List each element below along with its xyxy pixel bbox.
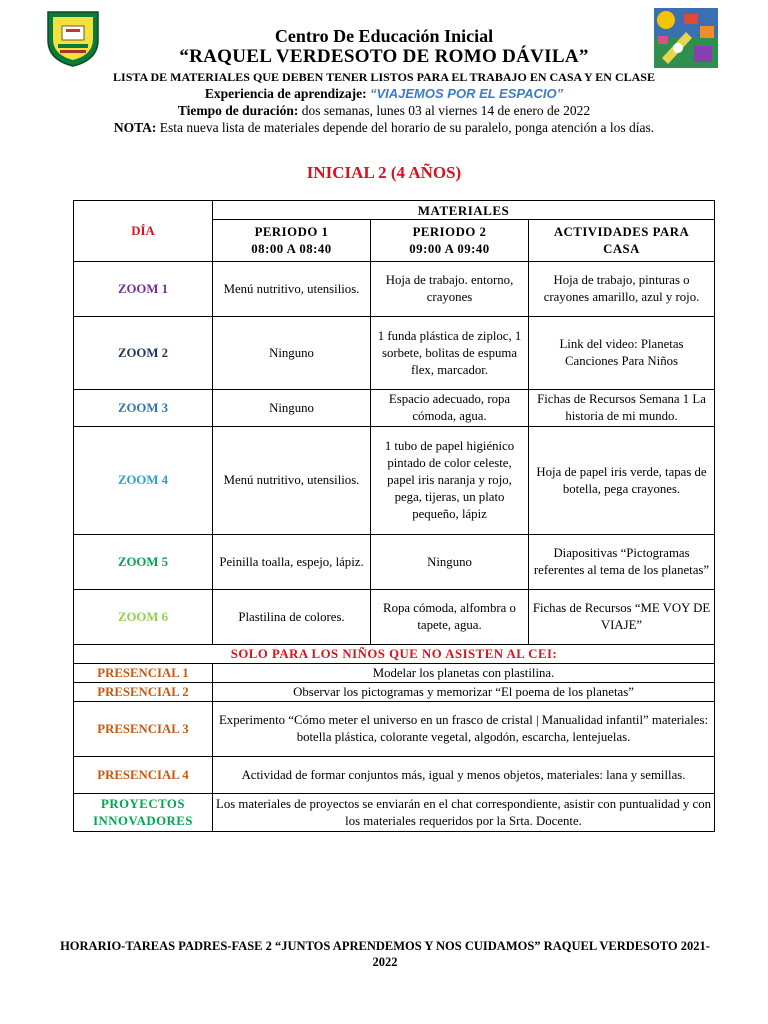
- presencial-3-text: Experimento “Cómo meter el universo en un frasco de cristal | Manualidad infantil” materiales: botella plástica, colorante vegetal, algodón, escarcha, lentejuelas.: [213, 702, 715, 757]
- table-row: [74, 535, 715, 590]
- experience-line: [0, 85, 768, 102]
- table-row: [74, 427, 715, 535]
- presencial-4-text: Actividad de formar conjuntos más, igual y menos objetos, materiales: lana y semillas.: [213, 757, 715, 794]
- zoom-3-actividades: Fichas de Recursos Semana 1 La historia de mi mundo.: [529, 390, 715, 427]
- zoom-1-periodo1: Menú nutritivo, utensilios.: [213, 262, 371, 317]
- zoom-2-periodo1: Ninguno: [213, 317, 371, 390]
- solo-header: SOLO PARA LOS NIÑOS QUE NO ASISTEN AL CEI:: [74, 645, 715, 664]
- table-row: [74, 390, 715, 427]
- zoom-6-label: ZOOM 6: [74, 590, 213, 645]
- periodo1-label: PERIODO 1: [254, 224, 329, 239]
- zoom-4-actividades: Hoja de papel iris verde, tapas de botella, pega crayones.: [529, 427, 715, 535]
- zoom-1-actividades: Hoja de trabajo, pinturas o crayones amarillo, azul y rojo.: [529, 262, 715, 317]
- proyectos-label-1: PROYECTOS: [101, 796, 185, 811]
- footer-text: HORARIO-TAREAS PADRES-FASE 2 “JUNTOS APRENDEMOS Y NOS CUIDAMOS” RAQUEL VERDESOTO 2021-2022: [60, 939, 710, 969]
- periodo2-time: 09:00 A 09:40: [409, 241, 490, 256]
- periodo2-label: PERIODO 2: [412, 224, 487, 239]
- table-row: [74, 794, 715, 832]
- presencial-2-text: Observar los pictogramas y memorizar “El poema de los planetas”: [213, 683, 715, 702]
- table-row: [74, 262, 715, 317]
- duration-value: dos semanas, lunes 03 al viernes 14 de enero de 2022: [301, 103, 591, 118]
- table-row: [74, 757, 715, 794]
- zoom-4-periodo2: 1 tubo de papel higiénico pintado de color celeste, papel iris naranja y rojo, pega, tijeras, un plato pequeño, lápiz: [371, 427, 529, 535]
- table-row: [74, 683, 715, 702]
- proyectos-label-2: INNOVADORES: [93, 813, 193, 828]
- zoom-3-periodo1: Ninguno: [213, 390, 371, 427]
- periodo1-time: 08:00 A 08:40: [251, 241, 332, 256]
- periodo2-header: [371, 220, 529, 262]
- zoom-5-periodo1: Peinilla toalla, espejo, lápiz.: [213, 535, 371, 590]
- materials-table: [73, 200, 715, 832]
- note-value: Esta nueva lista de materiales depende del horario de su paralelo, ponga atención a los días.: [159, 120, 655, 135]
- zoom-1-label: ZOOM 1: [74, 262, 213, 317]
- proyectos-label: [74, 794, 213, 832]
- zoom-3-periodo2: Espacio adecuado, ropa cómoda, agua.: [371, 390, 529, 427]
- school-name: “RAQUEL VERDESOTO DE ROMO DÁVILA”: [179, 46, 589, 67]
- zoom-5-actividades: Diapositivas “Pictogramas referentes al tema de los planetas”: [529, 535, 715, 590]
- presencial-1-text: Modelar los planetas con plastilina.: [213, 664, 715, 683]
- zoom-6-periodo2: Ropa cómoda, alfombra o tapete, agua.: [371, 590, 529, 645]
- actividades-label-2: CASA: [603, 241, 640, 256]
- table-row: [74, 590, 715, 645]
- actividades-header: [529, 220, 715, 262]
- zoom-4-label: ZOOM 4: [74, 427, 213, 535]
- zoom-2-periodo2: 1 funda plástica de ziploc, 1 sorbete, bolitas de espuma flex, marcador.: [371, 317, 529, 390]
- zoom-3-label: ZOOM 3: [74, 390, 213, 427]
- duration-line: [0, 102, 768, 119]
- materiales-header: MATERIALES: [213, 201, 715, 220]
- note-line: [0, 119, 768, 136]
- list-title: LISTA DE MATERIALES QUE DEBEN TENER LISTOS PARA EL TRABAJO EN CASA Y EN CLASE: [113, 70, 655, 84]
- table-row: [74, 664, 715, 683]
- presencial-1-label: PRESENCIAL 1: [74, 664, 213, 683]
- proyectos-text: Los materiales de proyectos se enviarán en el chat correspondiente, asistir con puntualidad y con los materiales requeridos por la Srta. Docente.: [213, 794, 715, 832]
- table-row: [74, 702, 715, 757]
- dia-header: DÍA: [74, 201, 213, 262]
- zoom-2-actividades: Link del video: Planetas Canciones Para Niños: [529, 317, 715, 390]
- zoom-6-periodo1: Plastilina de colores.: [213, 590, 371, 645]
- actividades-label: ACTIVIDADES PARA: [553, 224, 690, 239]
- duration-label: Tiempo de duración:: [177, 103, 299, 118]
- note-label: NOTA:: [113, 120, 157, 135]
- center-title: Centro De Educación Inicial: [274, 26, 494, 46]
- zoom-2-label: ZOOM 2: [74, 317, 213, 390]
- zoom-6-actividades: Fichas de Recursos “ME VOY DE VIAJE”: [529, 590, 715, 645]
- presencial-3-label: PRESENCIAL 3: [74, 702, 213, 757]
- document-header: [0, 26, 768, 136]
- level-title: INICIAL 2 (4 AÑOS): [306, 163, 462, 182]
- presencial-4-label: PRESENCIAL 4: [74, 757, 213, 794]
- table-row: [74, 317, 715, 390]
- experience-value: “VIAJEMOS POR EL ESPACIO”: [369, 86, 564, 101]
- zoom-5-label: ZOOM 5: [74, 535, 213, 590]
- zoom-1-periodo2: Hoja de trabajo. entorno, crayones: [371, 262, 529, 317]
- presencial-2-label: PRESENCIAL 2: [74, 683, 213, 702]
- zoom-4-periodo1: Menú nutritivo, utensilios.: [213, 427, 371, 535]
- zoom-5-periodo2: Ninguno: [371, 535, 529, 590]
- experience-label: Experiencia de aprendizaje:: [204, 86, 367, 101]
- periodo1-header: [213, 220, 371, 262]
